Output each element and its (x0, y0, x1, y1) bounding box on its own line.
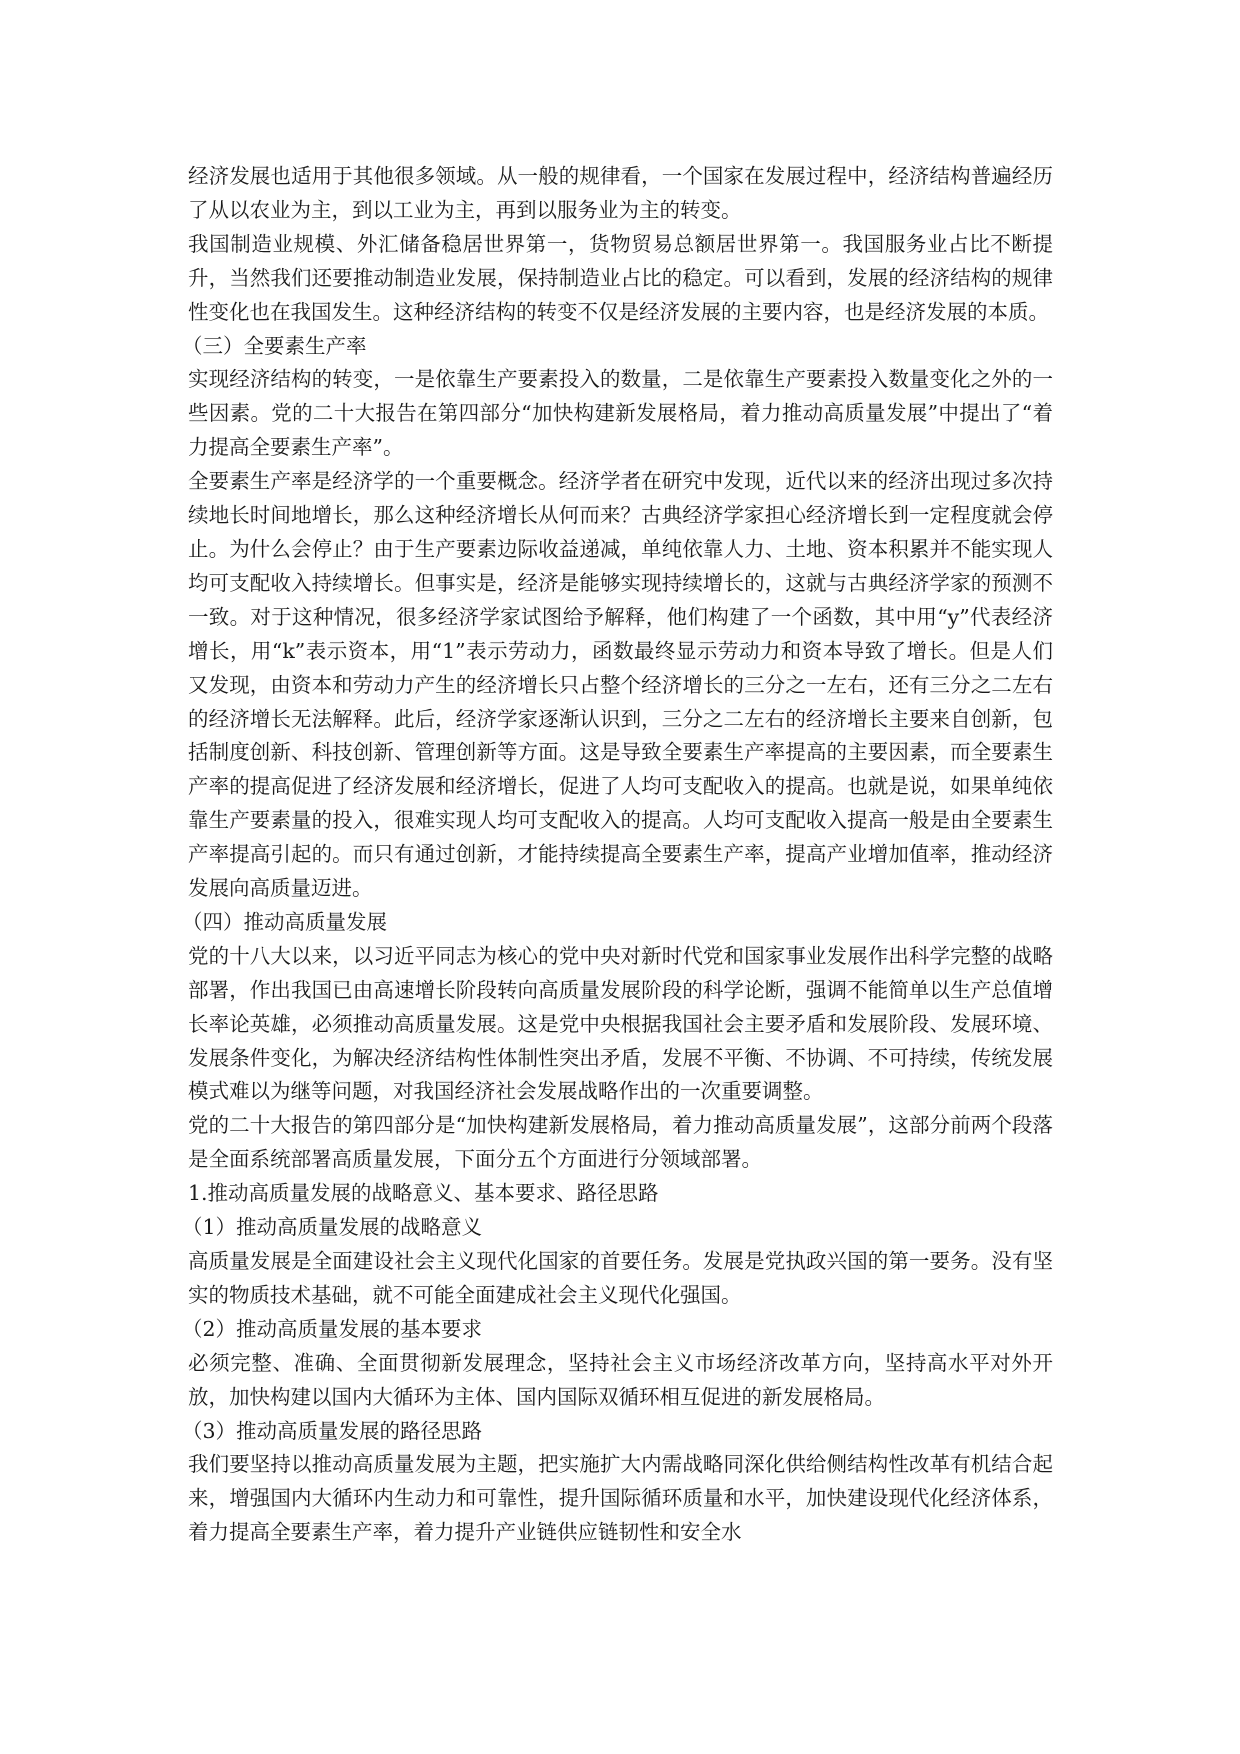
heading-section-3: （三）全要素生产率 (182, 333, 367, 358)
paragraph-basic-requirements: 必须完整、准确、全面贯彻新发展理念，坚持社会主义市场经济改革方向，坚持高水平对外开放，加快构建以国内大循环为主体、国内国际双循环相互促进的新发展格局。 (188, 1350, 1053, 1409)
paragraph-structure-transition: 实现经济结构的转变，一是依靠生产要素投入的数量，二是依靠生产要素投入数量变化之外的一些因素。党的二十大报告在第四部分“加快构建新发展格局，着力推动高质量发展”中提出了“着力提高全要素生产率”。 (188, 367, 1053, 460)
paragraph-20th-report: 党的二十大报告的第四部分是“加快构建新发展格局，着力推动高质量发展”，这部分前两个段落是全面系统部署高质量发展，下面分五个方面进行分领域部署。 (188, 1113, 1053, 1172)
heading-section-4: （四）推动高质量发展 (182, 909, 387, 934)
paragraph-since-18th: 党的十八大以来，以习近平同志为核心的党中央对新时代党和国家事业发展作出科学完整的战略部署，作出我国已由高速增长阶段转向高质量发展阶段的科学论断，强调不能简单以生产总值增长率论英雄，必须推动高质量发展。这是党中央根据我国社会主要矛盾和发展阶段、发展环境、发展条件变化，为解决经济结构性体制性突出矛盾，发展不平衡、不协调、不可持续，传统发展模式难以为继等问题，对我国经济社会发展战略作出的一次重要调整。 (188, 943, 1053, 1104)
paragraph-strategic-significance: 高质量发展是全面建设社会主义现代化国家的首要任务。发展是党执政兴国的第一要务。没有坚实的物质技术基础，就不可能全面建成社会主义现代化强国。 (188, 1249, 1053, 1307)
heading-item-1: 1.推动高质量发展的战略意义、基本要求、路径思路 (188, 1181, 659, 1206)
heading-item-1-3: （3）推动高质量发展的路径思路 (182, 1418, 483, 1443)
heading-item-1-2: （2）推动高质量发展的基本要求 (182, 1316, 483, 1341)
paragraph-intro: 经济发展也适用于其他很多领域。从一般的规律看，一个国家在发展过程中，经济结构普遍经历了从以农业为主，到以工业为主，再到以服务业为主的转变。 (188, 164, 1053, 222)
paragraph-tfp-concept: 全要素生产率是经济学的一个重要概念。经济学者在研究中发现，近代以来的经济出现过多次持续地长时间地增长，那么这种经济增长从何而来？古典经济学家担心经济增长到一定程度就会停止。为什么会停止？由于生产要素边际收益递减，单纯依靠人力、土地、资本积累并不能实现人均可支配收入持续增长。但事实是，经济是能够实现持续增长的，这就与古典经济学家的预测不一致。对于这种情况，很多经济学家试图给予解释，他们构建了一个函数，其中用“y”代表经济增长，用“k”表示资本，用“1”表示劳动力，函数最终显示劳动力和资本导致了增长。但是人们又发现，由资本和劳动力产生的经济增长只占整个经济增长的三分之一左右，还有三分之二左右的经济增长无法解释。此后，经济学家逐渐认识到，三分之二左右的经济增长主要来自创新，包括制度创新、科技创新、管理创新等方面。这是导致全要素生产率提高的主要因素，而全要素生产率的提高促进了经济发展和经济增长，促进了人均可支配收入的提高。也就是说，如果单纯依靠生产要素量的投入，很难实现人均可支配收入的提高。人均可支配收入提高一般是由全要素生产率提高引起的。而只有通过创新，才能持续提高全要素生产率，提高产业增加值率，推动经济发展向高质量迈进。 (188, 469, 1053, 901)
document-page (182, 160, 1053, 1550)
paragraph-china-structure: 我国制造业规模、外汇储备稳居世界第一，货物贸易总额居世界第一。我国服务业占比不断提升，当然我们还要推动制造业发展，保持制造业占比的稳定。可以看到，发展的经济结构的规律性变化也在我国发生。这种经济结构的转变不仅是经济发展的主要内容，也是经济发展的本质。 (188, 231, 1053, 324)
paragraph-path-ideas: 我们要坚持以推动高质量发展为主题，把实施扩大内需战略同深化供给侧结构性改革有机结合起来，增强国内大循环内生动力和可靠性，提升国际循环质量和水平，加快建设现代化经济体系，着力提高全要素生产率，着力提升产业链供应链韧性和安全水 (188, 1452, 1053, 1545)
heading-item-1-1: （1）推动高质量发展的战略意义 (182, 1215, 483, 1240)
